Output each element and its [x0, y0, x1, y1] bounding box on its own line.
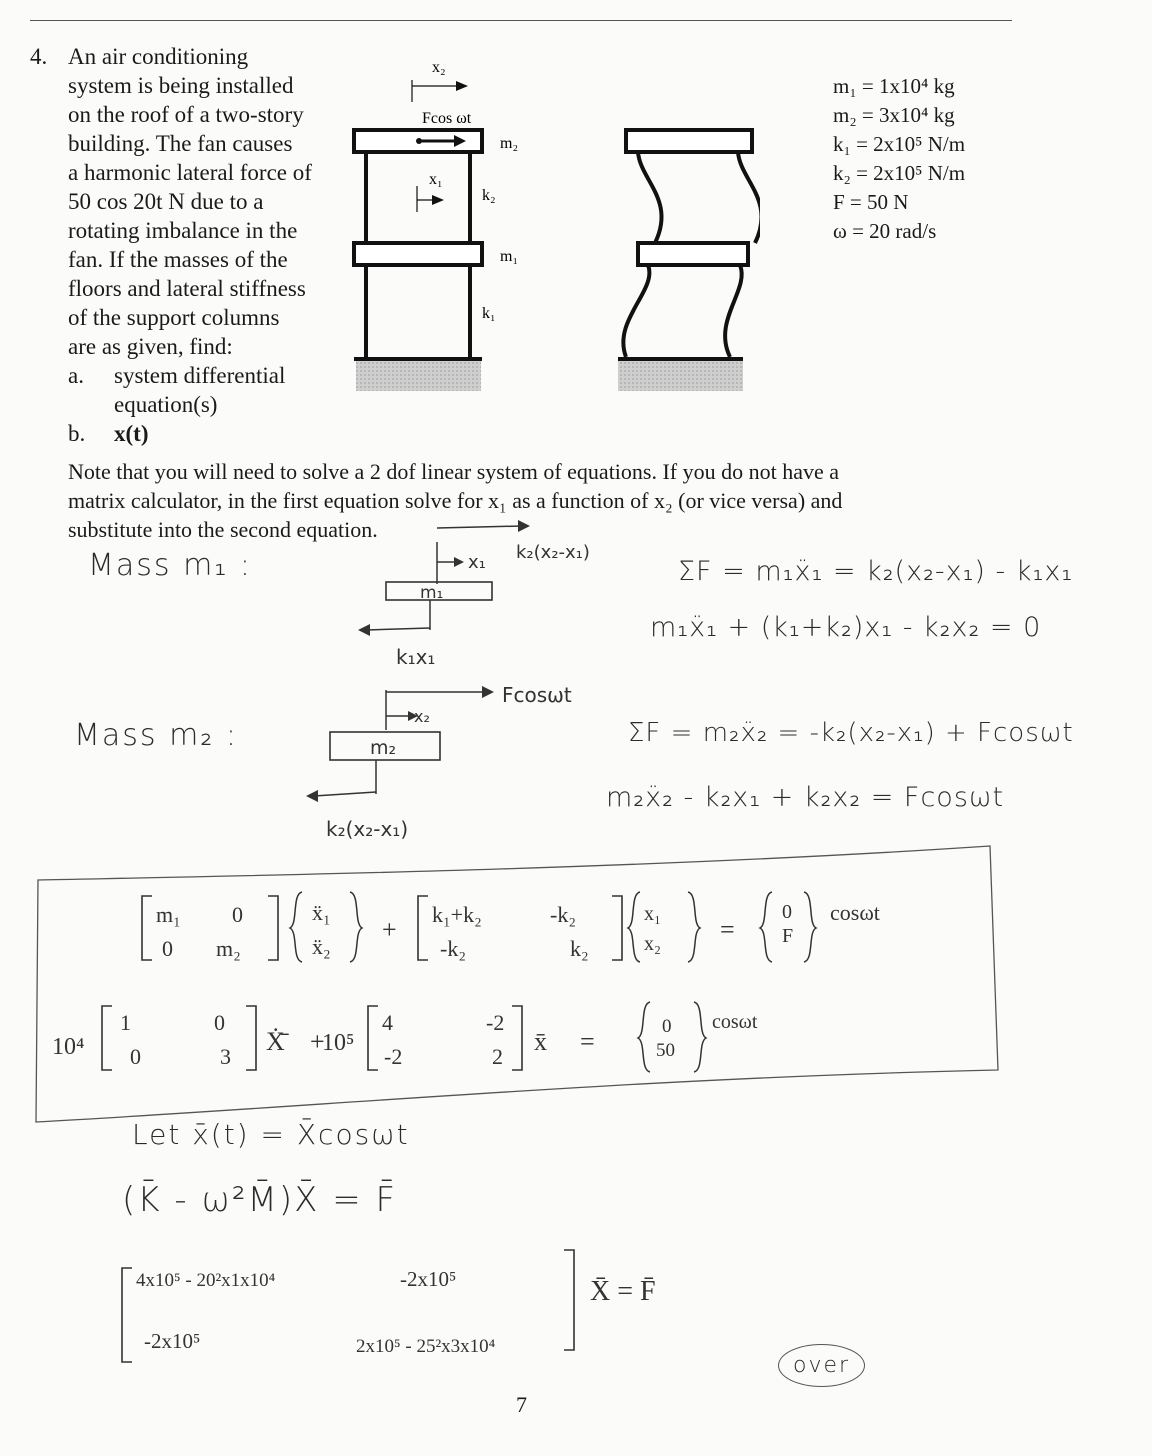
mass-matrix-12: 0 [232, 902, 243, 927]
matrix-box [30, 838, 1020, 1128]
x1-arrow [432, 195, 444, 205]
intro-line-9: floors and lateral stiffness [68, 276, 306, 301]
accel-vector-1: ẍ₁ [312, 900, 331, 925]
force-vector-2: F [782, 925, 794, 947]
x2-label: x₂ [432, 59, 446, 76]
mass-matrix-22: m₂ [216, 936, 241, 961]
fbd1-right-force: k₂(x₂-x₁) [516, 542, 590, 563]
num-mass-21: 0 [130, 1044, 141, 1069]
fbd1-box-label: m₁ [420, 583, 444, 603]
given-value-4: k₂ = 2x10⁵ N/m [833, 161, 966, 185]
final-a21: -2x10⁵ [144, 1329, 201, 1353]
note-line-1: Note that you will need to solve a 2 dof linear system of equations. If you do not have a [68, 459, 840, 484]
intro-line-11: are as given, find: [68, 334, 233, 359]
plus-sign: + [382, 915, 397, 944]
num-disp-vector: x̄ [534, 1027, 547, 1056]
mass-matrix-11: m₁ [156, 902, 181, 927]
building-diagram [340, 50, 760, 395]
part-a-line-2: equation(s) [114, 392, 218, 417]
fbd2-force: Fcosωt [502, 683, 572, 707]
final-matrix [110, 1240, 730, 1380]
deformed-building [618, 130, 760, 391]
k1-label: k₁ [482, 305, 496, 322]
problem-number: 4. [30, 44, 48, 69]
note-line-3: substitute into the second equation. [68, 517, 378, 542]
mass2-label: Mass m₂ : [74, 718, 238, 753]
num-force-2: 50 [656, 1040, 675, 1061]
intro-line-6: 50 cos 20t N due to a [68, 189, 264, 214]
intro-line-8: fan. If the masses of the [68, 247, 288, 272]
top-rule [30, 20, 1012, 21]
given-value-5: F = 50 N [833, 190, 909, 214]
k2-label: k₂ [482, 187, 496, 204]
given-value-2: m₂ = 3x10⁴ kg [833, 103, 955, 127]
page-number: 7 [516, 1392, 527, 1417]
intro-line-2: system is being installed [68, 73, 294, 98]
final-a12: -2x10⁵ [400, 1267, 457, 1291]
part-a-label: a. [68, 363, 84, 388]
cos-term: cosωt [830, 900, 880, 925]
fbd2-left-force: k₂(x₂-x₁) [326, 817, 409, 841]
num-stiff-11: 4 [382, 1010, 393, 1035]
mass-scale: 10⁴ [52, 1034, 85, 1060]
part-b-label: b. [68, 421, 86, 446]
equals-sign: = [720, 915, 735, 944]
final-rhs: X̄ = F̄ [590, 1276, 656, 1307]
num-accel-vector: Ẋ̄ [266, 1027, 285, 1056]
let-statement: Let x̄(t) = X̄cosωt [132, 1118, 410, 1151]
stiffness-matrix-21: -k₂ [440, 936, 466, 961]
num-plus-sign: + [310, 1027, 325, 1056]
num-stiff-22: 2 [492, 1044, 503, 1069]
num-stiff-21: -2 [384, 1044, 403, 1069]
x1-label: x₁ [429, 171, 443, 188]
mass-matrix-21: 0 [162, 936, 173, 961]
eq1-sum-forces: ΣF = m₁ẍ₁ = k₂(x₂-x₁) - k₁x₁ [678, 556, 1074, 587]
intro-line-3: on the roof of a two-story [68, 102, 304, 127]
over-note: over [778, 1344, 865, 1387]
intro-line-5: a harmonic lateral force of [68, 160, 312, 185]
final-a11: 4x10⁵ - 20²x1x10⁴ [136, 1270, 276, 1291]
intro-line-4: building. The fan causes [68, 131, 293, 156]
disp-vector-1: x₁ [644, 903, 661, 925]
fbd1-x-label: x₁ [468, 552, 486, 573]
num-mass-12: 0 [214, 1010, 225, 1035]
undeformed-building [354, 59, 518, 391]
stiffness-matrix-11: k₁+k₂ [432, 902, 482, 927]
stiffness-matrix-22: k₂ [570, 936, 589, 961]
floor-m1 [354, 243, 482, 265]
num-stiff-12: -2 [486, 1010, 505, 1035]
disp-vector-2: x₂ [644, 933, 661, 955]
fbd-mass1 [340, 512, 640, 682]
num-mass-11: 1 [120, 1010, 131, 1035]
accel-vector-2: ẍ₂ [312, 934, 331, 959]
note-line-2: matrix calculator, in the first equation solve for x₁ as a function of x₂ (or vice versa) and [68, 488, 843, 513]
fbd-mass2 [290, 678, 620, 848]
x2-arrow [456, 81, 468, 91]
eq2-sum-forces: ΣF = m₂ẍ₂ = -k₂(x₂-x₁) + Fcosωt [628, 718, 1074, 748]
given-value-1: m₁ = 1x10⁴ kg [833, 74, 955, 98]
dynamic-equation: (K̄ - ω²M̄)X̄ = F̄ [122, 1180, 398, 1220]
intro-line-10: of the support columns [68, 305, 280, 330]
eq1-motion: m₁ẍ₁ + (k₁+k₂)x₁ - k₂x₂ = 0 [650, 612, 1042, 643]
problem-intro [68, 42, 348, 361]
ground [356, 361, 481, 391]
part-b-text: x(t) [114, 421, 149, 446]
mass1-label: Mass m₁ : [88, 548, 252, 583]
force-vector-1: 0 [782, 901, 792, 923]
given-values [833, 72, 965, 246]
final-a22: 2x10⁵ - 25²x3x10⁴ [356, 1336, 496, 1357]
fbd2-x-label: x₂ [414, 707, 430, 726]
m1-label: m₁ [500, 248, 519, 265]
fbd2-box-label: m₂ [370, 737, 397, 759]
fbd1-left-force: k₁x₁ [396, 645, 436, 669]
stiffness-matrix-12: -k₂ [550, 902, 576, 927]
stiffness-scale: 10⁵ [322, 1030, 355, 1056]
num-mass-22: 3 [220, 1044, 231, 1069]
m2-label: m₂ [500, 135, 519, 152]
intro-line-7: rotating imbalance in the [68, 218, 298, 243]
force-label: Fcos ωt [422, 110, 472, 127]
part-a-text [114, 361, 285, 419]
eq2-motion: m₂ẍ₂ - k₂x₁ + k₂x₂ = Fcosωt [606, 782, 1005, 813]
intro-line-1: An air conditioning [68, 44, 249, 69]
part-a-line-1: system differential [114, 363, 286, 388]
given-value-3: k₁ = 2x10⁵ N/m [833, 132, 966, 156]
num-equals-sign: = [580, 1027, 595, 1056]
num-force-1: 0 [662, 1016, 672, 1037]
given-value-6: ω = 20 rad/s [833, 219, 937, 243]
num-cos-term: cosωt [712, 1011, 758, 1033]
